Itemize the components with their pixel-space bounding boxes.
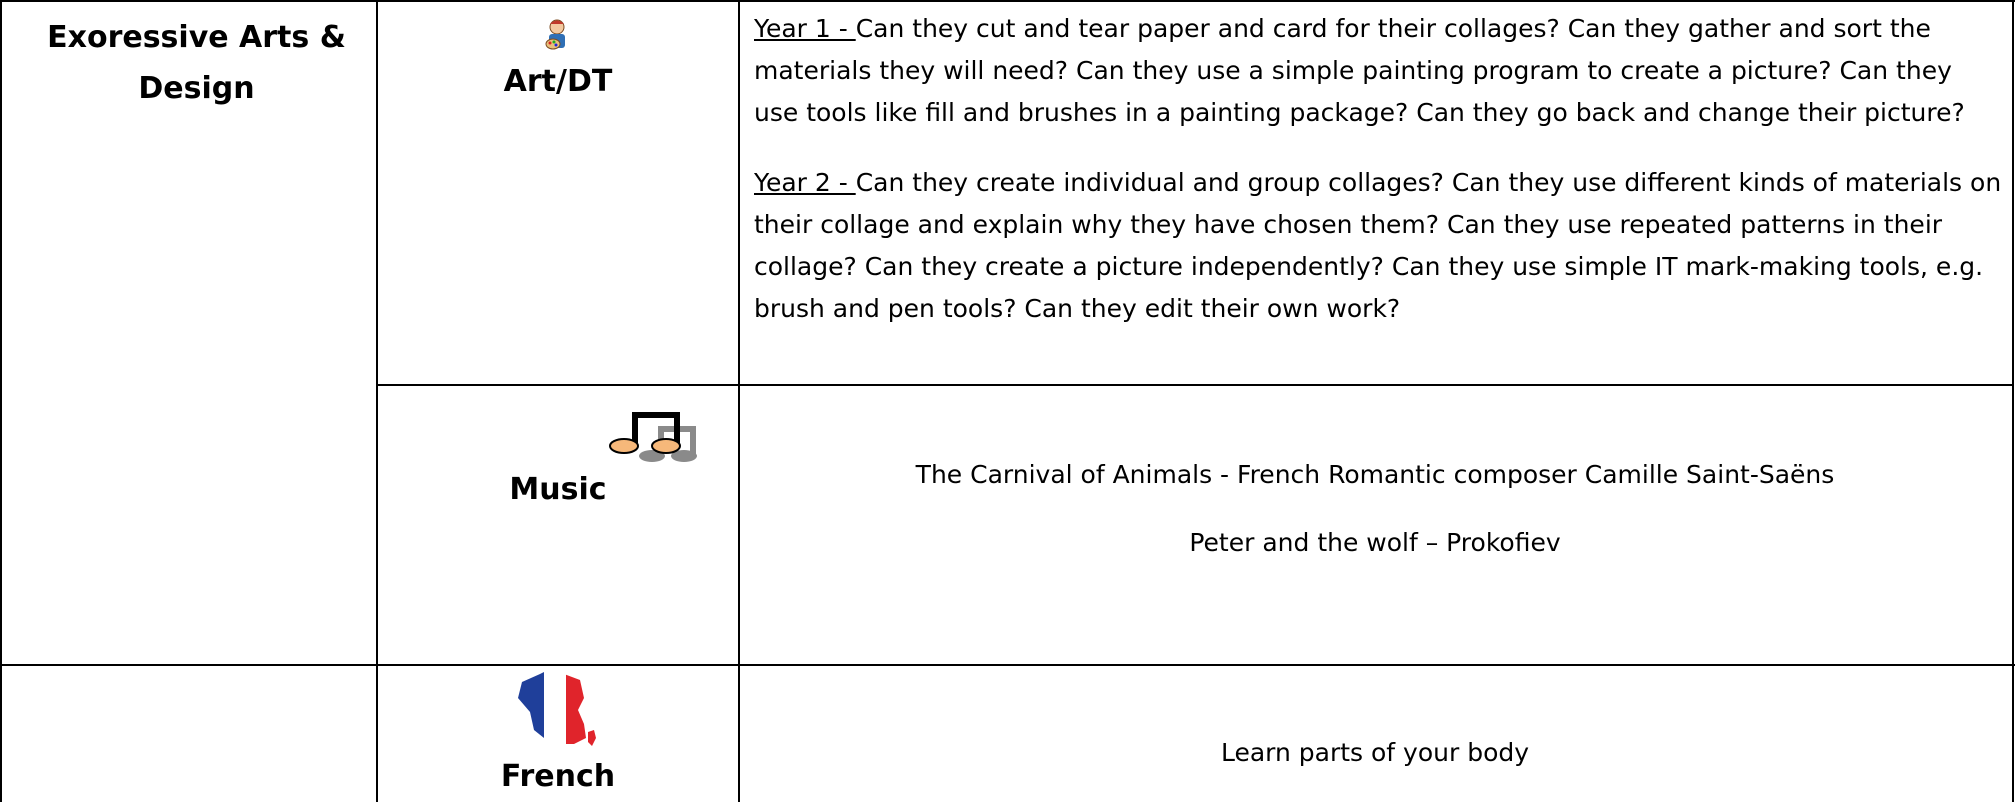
table-border-left bbox=[0, 0, 2, 802]
year1-label: Year 1 - bbox=[754, 14, 856, 43]
table-divider-col2 bbox=[738, 0, 740, 802]
table-divider-col1 bbox=[376, 0, 378, 802]
year2-paragraph bbox=[754, 162, 2004, 330]
art-dt-objectives bbox=[754, 8, 2004, 330]
subject-art-dt: Art/DT bbox=[503, 64, 613, 99]
year2-label: Year 2 - bbox=[754, 168, 856, 197]
table-border-top bbox=[0, 0, 2015, 2]
row-divider-music-french bbox=[0, 664, 2015, 666]
music-line-2: Peter and the wolf – Prokofiev bbox=[1189, 528, 1561, 557]
artist-painter-icon bbox=[541, 18, 573, 52]
row-divider-art-music bbox=[376, 384, 2014, 386]
music-notes-icon bbox=[608, 408, 716, 462]
french-line-1: Learn parts of your body bbox=[1220, 738, 1530, 767]
year2-text: Can they create individual and group collages? Can they use different kinds of materials on their collage and explain why they have chosen them? Can they use repeated patterns in their collage? Can they create a picture independently? Can they use simple IT mark-making tools, e.g. brush and pen tools? Can they edit their own work? bbox=[754, 168, 2002, 323]
france-flag-map-icon bbox=[514, 668, 600, 752]
subject-french: French bbox=[500, 759, 616, 794]
year1-text: Can they cut and tear paper and card for their collages? Can they gather and sort the materials they will need? Can they use a simple painting program to create a picture? Can they use tools like fill and brushes in a painting package? Can they go back and change their picture? bbox=[754, 14, 1965, 127]
area-title: Exoressive Arts & Design bbox=[47, 20, 346, 106]
year1-paragraph bbox=[754, 8, 2004, 134]
subject-music: Music bbox=[509, 472, 607, 507]
music-line-1: The Carnival of Animals - French Romantic composer Camille Saint-Saëns bbox=[915, 460, 1835, 489]
table-border-right bbox=[2012, 0, 2014, 802]
